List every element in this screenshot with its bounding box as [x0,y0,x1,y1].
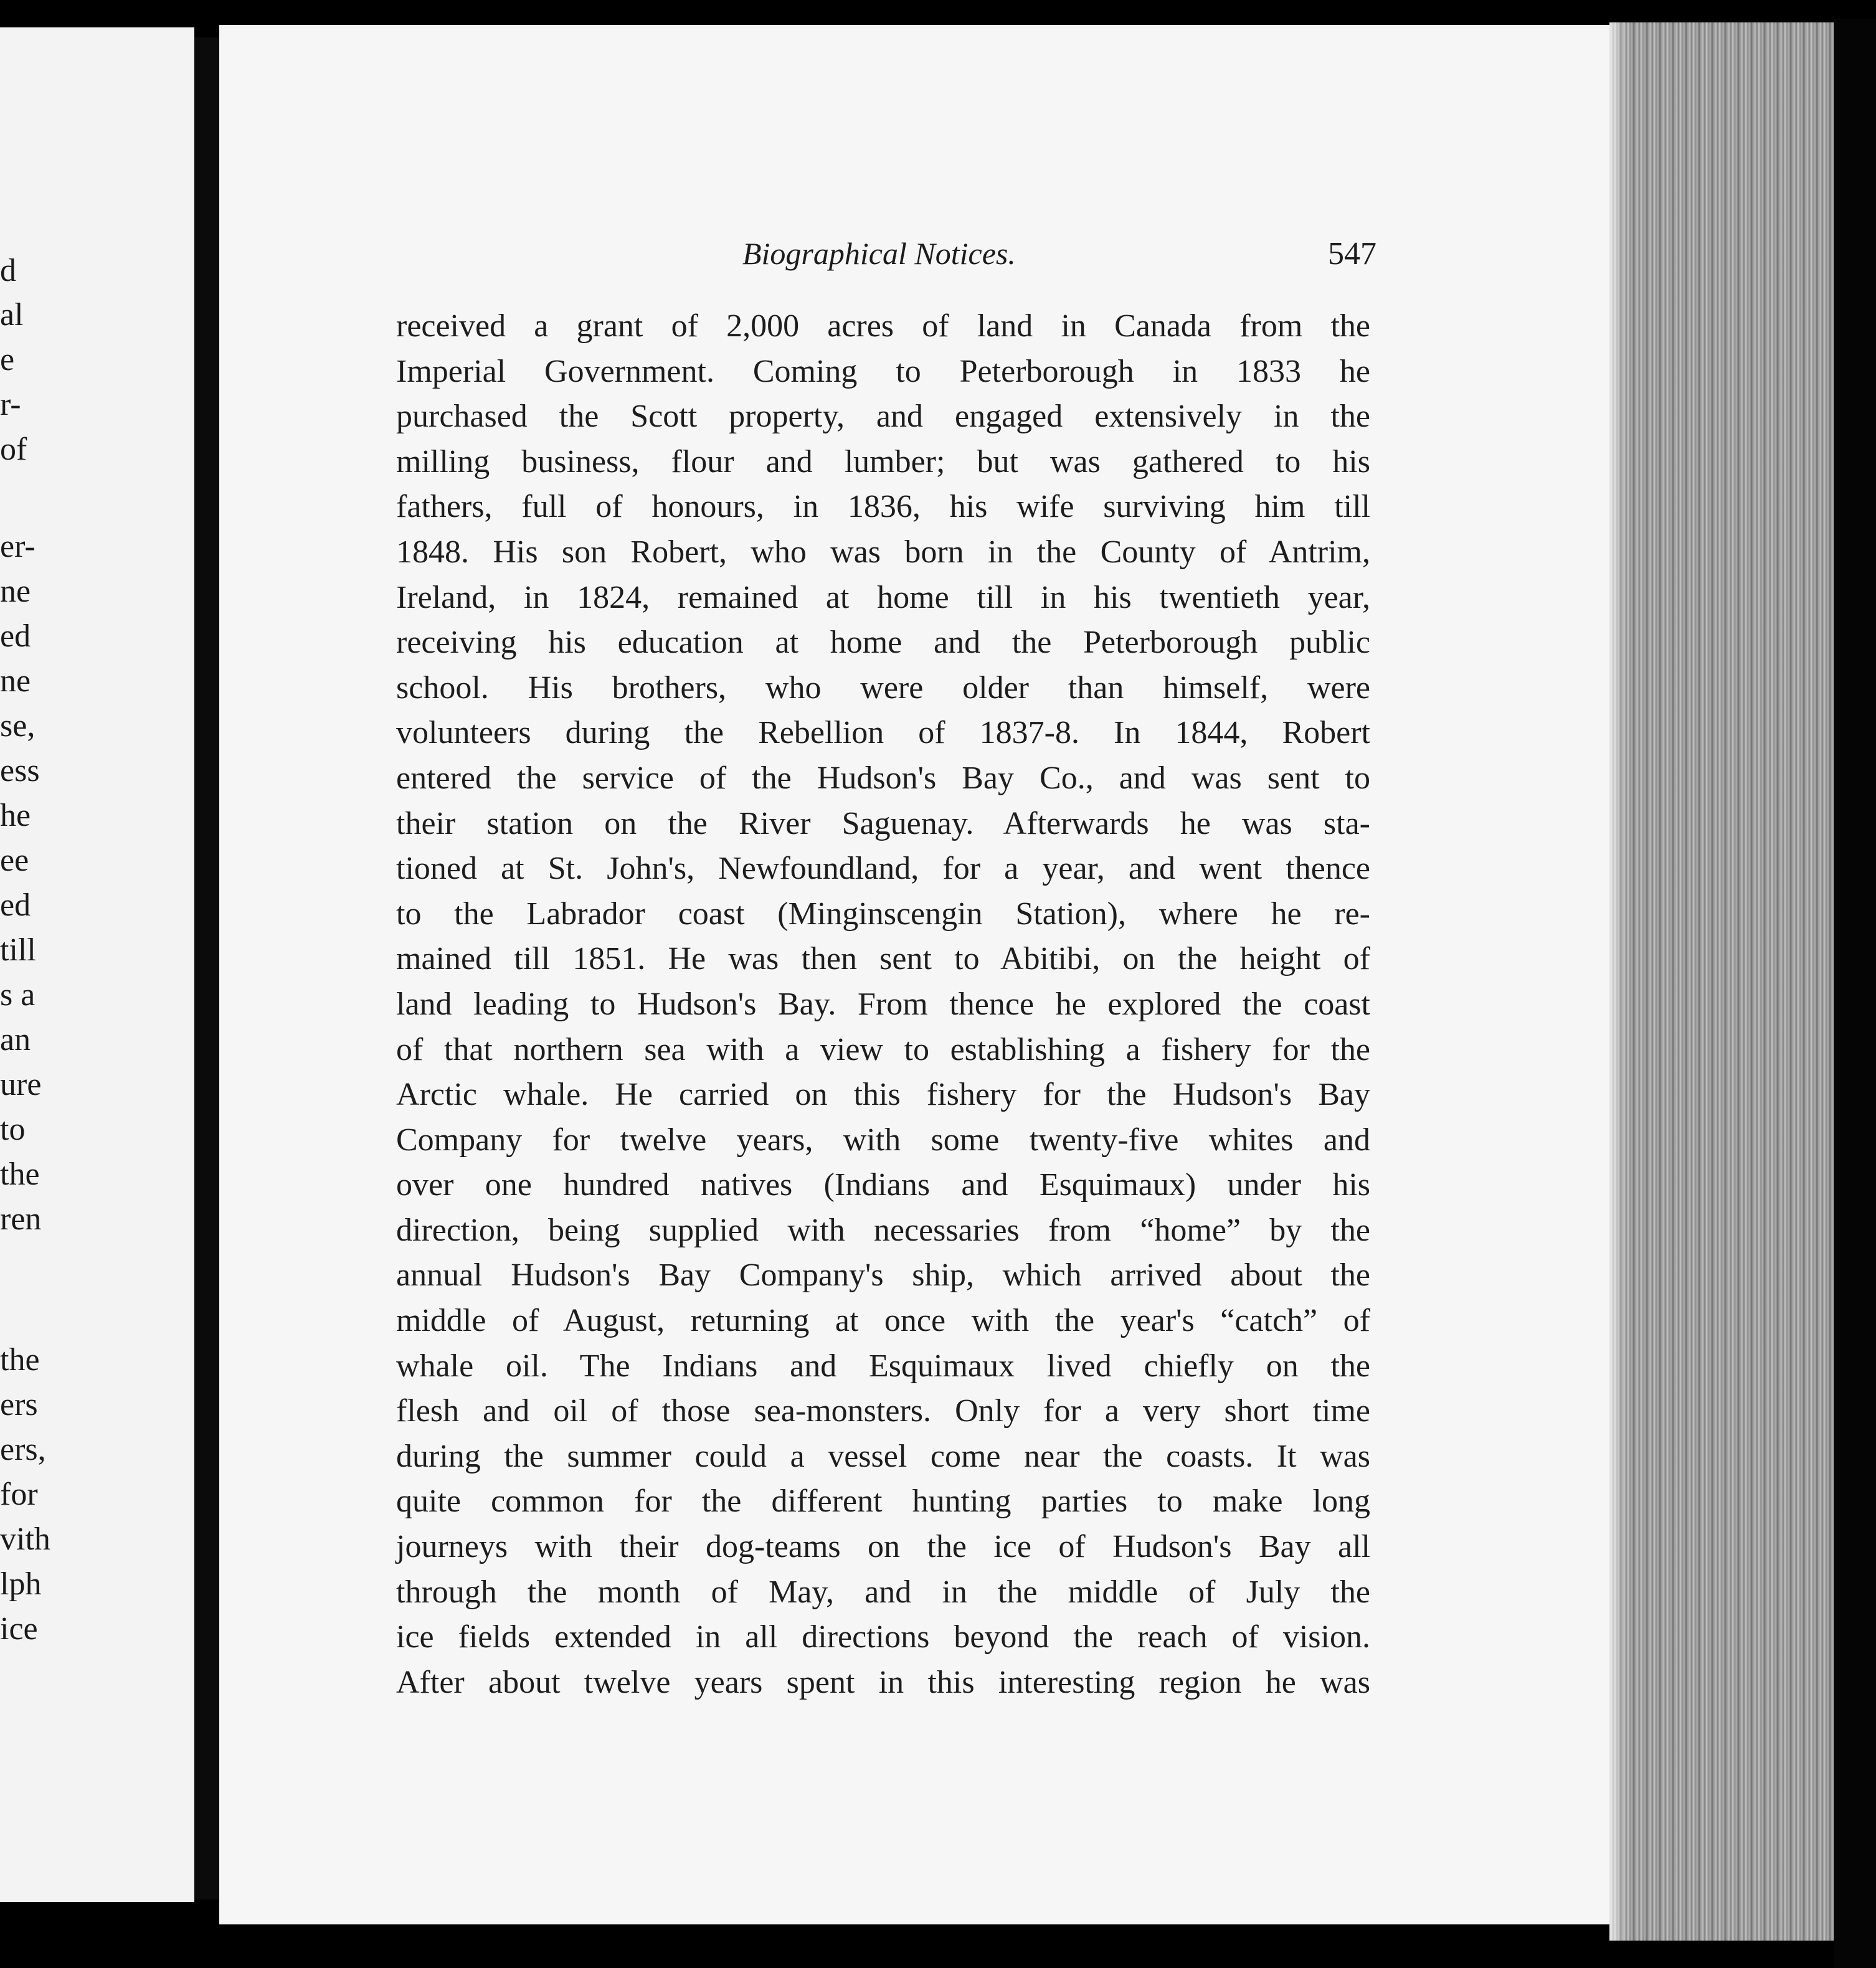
left-page-fragment: r- [0,387,21,422]
left-page-text-fragments [0,27,194,1902]
left-page-fragment: ee [0,843,29,878]
left-page-fragment: ess [0,753,40,788]
text-line: through the month of May, and in the middle of July the [396,1574,1370,1610]
text-line: ice fields extended in all directions beyond the reach of vision. [396,1619,1370,1655]
text-line: Ireland, in 1824, remained at home till in his twentieth year, [396,579,1370,615]
left-page-fragment: d [0,253,16,288]
text-line: mained till 1851. He was then sent to Abitibi, on the height of [396,941,1370,977]
text-line: Company for twelve years, with some twenty-five whites and [396,1122,1370,1158]
left-page-fragment: ure [0,1067,42,1102]
left-page-fragment: the [0,1342,40,1378]
text-line: of that northern sea with a view to establishing a fishery for the [396,1031,1370,1067]
left-page-fragment: of [0,432,27,467]
text-line: flesh and oil of those sea-monsters. Only for a very short time [396,1393,1370,1429]
page-header [219,224,1609,280]
left-page-fragment: ne [0,663,31,699]
text-line: to the Labrador coast (Minginscengin Station), where he re- [396,896,1370,932]
text-line: entered the service of the Hudson's Bay Co., and was sent to [396,760,1370,796]
running-head: Biographical Notices. [742,236,1016,271]
left-page-fragment: ne [0,574,31,609]
text-line: receiving his education at home and the Peterborough public [396,625,1370,661]
left-facing-page [0,27,194,1902]
text-line: whale oil. The Indians and Esquimaux lived chiefly on the [396,1348,1370,1384]
left-page-fragment: se, [0,708,36,744]
left-page-fragment: ers [0,1387,38,1422]
left-page-fragment: ers, [0,1432,46,1467]
text-line: during the summer could a vessel come near the coasts. It was [396,1438,1370,1474]
left-page-fragment: for [0,1477,38,1512]
text-line: volunteers during the Rebellion of 1837-8. In 1844, Robert [396,715,1370,751]
page-edges [1609,22,1834,1941]
text-line: fathers, full of honours, in 1836, his wife surviving him till [396,489,1370,525]
left-page-fragment: e [0,342,15,377]
left-page-fragment: er- [0,529,36,564]
text-line: received a grant of 2,000 acres of land in Canada from the [396,308,1370,344]
text-line: After about twelve years spent in this interesting region he was [396,1664,1370,1700]
left-page-fragment: ed [0,887,31,923]
text-line: direction, being supplied with necessaries from “home” by the [396,1212,1370,1248]
text-line: journeys with their dog-teams on the ice of Hudson's Bay all [396,1529,1370,1565]
book-gutter [194,37,220,1899]
left-page-fragment: to [0,1112,26,1147]
page-number: 547 [1328,236,1376,272]
scan-border-right [1834,19,1876,1968]
book-page [219,25,1609,1924]
text-line: quite common for the different hunting parties to make long [396,1483,1370,1520]
text-line: land leading to Hudson's Bay. From thence he explored the coast [396,986,1370,1022]
text-line: tioned at St. John's, Newfoundland, for a year, and went thence [396,851,1370,887]
left-page-fragment: ice [0,1611,38,1647]
body-text [396,304,1370,1705]
left-page-fragment: ren [0,1201,42,1237]
text-line: school. His brothers, who were older than himself, were [396,669,1370,706]
text-line: purchased the Scott property, and engaged extensively in the [396,399,1370,435]
left-page-fragment: an [0,1022,31,1057]
text-line: Imperial Government. Coming to Peterborough in 1833 he [396,353,1370,389]
left-page-fragment: the [0,1157,40,1192]
text-line: 1848. His son Robert, who was born in the County of Antrim, [396,534,1370,570]
left-page-fragment: till [0,932,36,968]
text-line: middle of August, returning at once with the year's “catch” of [396,1303,1370,1339]
left-page-fragment: lph [0,1566,42,1602]
left-page-fragment: vith [0,1521,50,1557]
text-line: Arctic whale. He carried on this fishery for the Hudson's Bay [396,1077,1370,1113]
text-line: milling business, flour and lumber; but was gathered to his [396,443,1370,480]
text-line: annual Hudson's Bay Company's ship, which arrived about the [396,1257,1370,1294]
left-page-fragment: s a [0,977,36,1013]
left-page-fragment: al [0,297,24,333]
text-line: over one hundred natives (Indians and Esquimaux) under his [396,1167,1370,1203]
page-edge-shadow [1609,22,1628,1941]
left-page-fragment: he [0,798,31,833]
text-line: their station on the River Saguenay. Afterwards he was sta- [396,805,1370,841]
left-page-fragment: ed [0,618,31,654]
